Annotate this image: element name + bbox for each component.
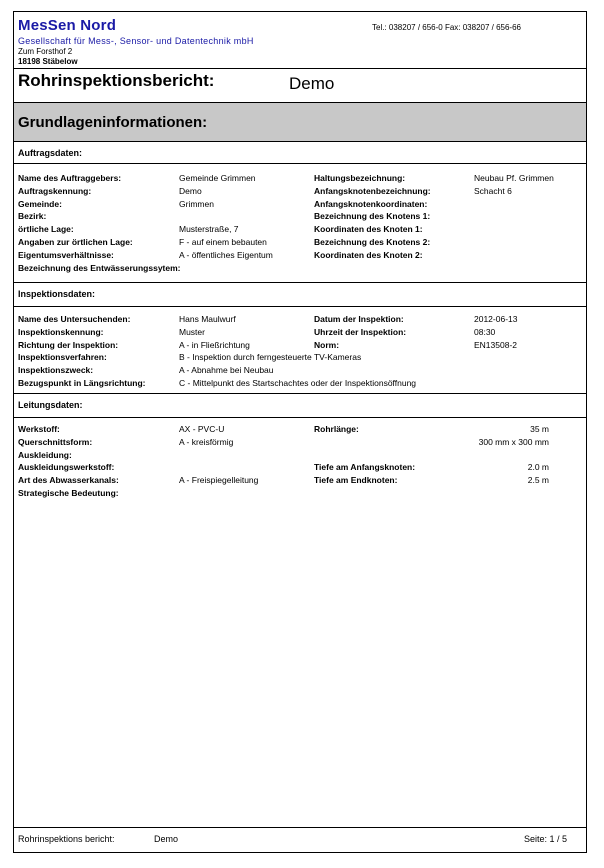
auftrag-field-label: Bezeichnung des Entwässerungssytem:: [18, 262, 181, 273]
footer-name: Demo: [154, 834, 179, 844]
leitung-section-title: Leitungsdaten:: [18, 400, 83, 410]
inspektion-field-value: 08:30: [474, 326, 496, 337]
inspektion-field-label: Inspektionsverfahren:: [18, 352, 107, 363]
grundlagen-title: Grundlageninformationen:: [18, 114, 208, 131]
leitung-field-label: Auskleidung:: [18, 449, 72, 460]
auftrag-field-label: Anfangsknotenkoordinaten:: [314, 198, 428, 209]
auftrag-field-label: Bezeichnung des Knotens 2:: [314, 237, 431, 247]
leitung-field-label: Rohrlänge:: [314, 424, 359, 434]
auftrag-field-label: Bezirk:: [18, 211, 47, 222]
inspektion-field-value: Muster: [179, 326, 205, 337]
auftrag-field-label: Koordinaten des Knoten 1:: [314, 224, 423, 235]
auftrag-field-label: örtliche Lage:: [18, 224, 74, 235]
leitung-field-value: AX - PVC-U: [179, 424, 225, 434]
company-street: Zum Forsthof 2: [18, 47, 73, 56]
auftrag-field-label: Angaben zur örtlichen Lage:: [18, 237, 133, 247]
auftrag-field-value: Gemeinde Grimmen: [179, 173, 256, 183]
inspektion-field-label: Bezugspunkt in Längsrichtung:: [18, 378, 146, 388]
inspektion-field-label: Norm:: [314, 339, 340, 350]
leitung-field-label: Art des Abwasserkanals:: [18, 475, 119, 486]
leitung-field-label: Auskleidungswerkstoff:: [18, 462, 115, 473]
auftrag-field-value: A - öffentliches Eigentum: [179, 249, 273, 260]
footer-label: Rohrinspektions bericht:: [18, 834, 115, 844]
auftrag-field-label: Auftragskennung:: [18, 185, 92, 196]
letterhead: [14, 12, 586, 68]
auftrag-field-value: F - auf einem bebauten: [179, 237, 267, 247]
auftrag-field-value: Demo: [179, 185, 202, 196]
auftrag-field-value: Schacht 6: [474, 185, 512, 196]
inspektion-section-title: Inspektionsdaten:: [18, 289, 96, 299]
inspektion-field-label: Uhrzeit der Inspektion:: [314, 326, 407, 337]
company-subtitle: Gesellschaft für Mess-, Sensor- und Datentechnik mbH: [18, 36, 254, 46]
company-city: 18198 Stäbelow: [18, 57, 78, 66]
report-name: Demo: [289, 74, 335, 93]
auftrag-field-value: Grimmen: [179, 198, 214, 209]
leitung-field-label: Strategische Bedeutung:: [18, 488, 119, 498]
divider: [14, 68, 586, 69]
leitung-field-value: A - Freispiegelleitung: [179, 475, 259, 486]
auftrag-field-label: Eigentumsverhältnisse:: [18, 249, 114, 260]
leitung-field-label: Werkstoff:: [18, 424, 60, 434]
divider: [14, 393, 586, 394]
company-contact: Tel.: 038207 / 656-0 Fax: 038207 / 656-66: [372, 23, 521, 32]
divider: [14, 827, 586, 828]
report-title: Rohrinspektionsbericht:: [18, 71, 215, 90]
inspektion-field-value: EN13508-2: [474, 339, 518, 350]
grundlagen-banner: [14, 103, 586, 141]
inspektion-field-value: C - Mittelpunkt des Startschachtes oder der Inspektionsöffnung: [179, 378, 417, 388]
divider: [14, 141, 586, 142]
leitung-field-label: Tiefe am Endknoten:: [314, 475, 398, 486]
leitung-field-label: Querschnittsform:: [18, 436, 93, 447]
inspektion-field-label: Richtung der Inspektion:: [18, 339, 119, 350]
report-page: [13, 11, 587, 853]
inspektion-field-value: B - Inspektion durch ferngesteuerte TV-Kameras: [179, 352, 362, 363]
auftrag-field-label: Bezeichnung des Knotens 1:: [314, 211, 431, 222]
inspektion-field-label: Inspektionszweck:: [18, 365, 94, 376]
leitung-field-value: 2.5 m: [527, 475, 549, 486]
divider: [14, 306, 586, 307]
leitung-field-value: 2.0 m: [527, 462, 549, 473]
leitung-field-label: Tiefe am Anfangsknoten:: [314, 462, 416, 473]
company-name: MesSen Nord: [18, 17, 117, 34]
divider: [14, 282, 586, 283]
inspektion-field-label: Inspektionskennung:: [18, 326, 104, 337]
auftrag-field-label: Name des Auftraggebers:: [18, 173, 122, 183]
inspektion-field-label: Datum der Inspektion:: [314, 314, 404, 324]
inspektion-field-value: 2012-06-13: [474, 314, 518, 324]
divider: [14, 417, 586, 418]
inspektion-field-value: Hans Maulwurf: [179, 314, 236, 324]
auftrag-section-title: Auftragsdaten:: [18, 148, 83, 158]
divider: [14, 163, 586, 164]
inspektion-field-value: A - in Fließrichtung: [179, 339, 250, 350]
auftrag-field-label: Gemeinde:: [18, 198, 62, 209]
leitung-field-value: 300 mm x 300 mm: [478, 436, 549, 447]
auftrag-field-value: Musterstraße, 7: [179, 224, 239, 235]
leitung-field-value: A - kreisförmig: [179, 436, 234, 447]
leitung-field-value: 35 m: [530, 424, 549, 434]
auftrag-field-label: Koordinaten des Knoten 2:: [314, 249, 423, 260]
auftrag-field-label: Haltungsbezeichnung:: [314, 173, 406, 183]
footer-page-number: Seite: 1 / 5: [524, 834, 568, 844]
inspektion-field-label: Name des Untersuchenden:: [18, 314, 131, 324]
auftrag-field-label: Anfangsknotenbezeichnung:: [314, 185, 431, 196]
inspektion-field-value: A - Abnahme bei Neubau: [179, 365, 274, 376]
auftrag-field-value: Neubau Pf. Grimmen: [474, 173, 554, 183]
